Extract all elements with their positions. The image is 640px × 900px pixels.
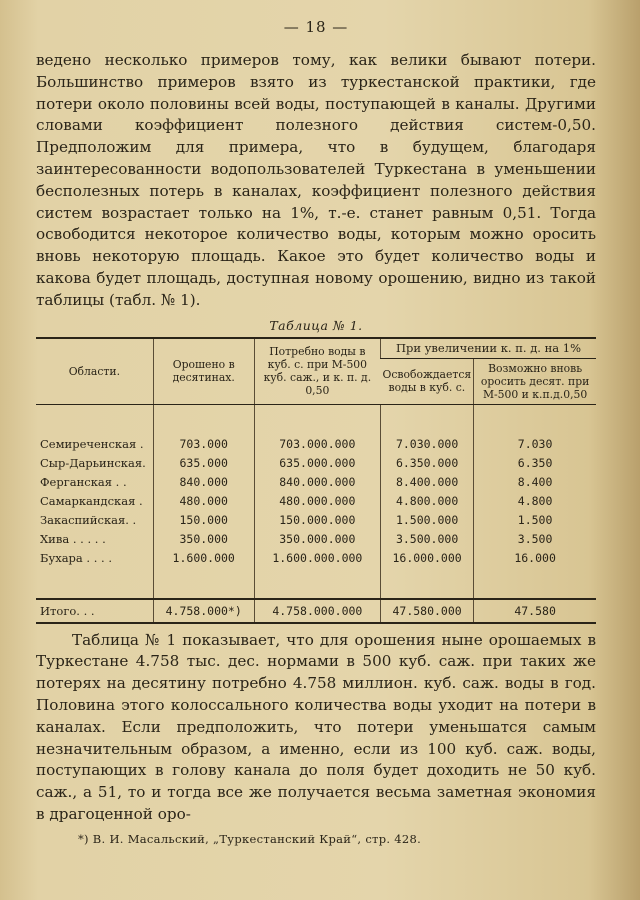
paragraph-intro: ведено несколько примеров тому, как велики бывают потери. Большинство примеров взято из туркестанской практики, где потери около половины всей воды, поступающей в каналы. Другими словами коэффициент полезного действия систем-0,50. Предположим для примера, что в будущем, благодаря заинтересованности водопользователей Туркестана в уменьшении бесполезных потерь в каналах, коэффициент полезного действия систем возрастает только на 1%, т.-е. станет равным 0,51. Тогда освободится некоторое количество воды, которым можно оросить вновь некоторую площадь. Какое это будет количество воды и какова будет площадь, доступная новому орошению, видно из такой таблицы (табл. № 1).	[36, 51, 596, 309]
header-new-area: Возможно вновь оросить десят. при М-500 и к.п.д.0,50	[474, 358, 596, 404]
cell-new-area: 16.000	[474, 549, 596, 568]
cell-water-released: 4.800.000	[380, 492, 473, 511]
header-water-released: Освобождается воды в куб. с.	[380, 358, 473, 404]
table-row	[36, 530, 596, 549]
cell-water-needed: 703.000.000	[254, 435, 380, 454]
cell-water-needed: 480.000.000	[254, 492, 380, 511]
cell-water-released: 7.030.000	[380, 435, 473, 454]
header-region: Области.	[36, 338, 153, 405]
cell-water-released: 3.500.000	[380, 530, 473, 549]
cell-new-area: 8.400	[474, 473, 596, 492]
header-group: При увеличении к. п. д. на 1%	[380, 338, 596, 359]
total-irrigated: 4.758.000*)	[153, 599, 254, 623]
cell-region: Самаркандская .	[40, 494, 143, 509]
cell-water-released: 1.500.000	[380, 511, 473, 530]
table-row	[36, 549, 596, 568]
cell-region: Хива . . . . .	[40, 532, 106, 547]
cell-irrigated: 703.000	[153, 435, 254, 454]
cell-new-area: 3.500	[474, 530, 596, 549]
table-row	[36, 435, 596, 454]
cell-irrigated: 480.000	[153, 492, 254, 511]
cell-irrigated: 150.000	[153, 511, 254, 530]
table-row	[36, 454, 596, 473]
page-number: — 18 —	[283, 18, 349, 36]
irrigation-table	[36, 337, 596, 624]
cell-region: Бухара . . . .	[40, 551, 113, 566]
cell-region: Семиреченская .	[40, 437, 144, 452]
table-spacer	[36, 404, 596, 435]
cell-water-needed: 150.000.000	[254, 511, 380, 530]
header-water-needed: Потребно воды в куб. с. при М-500 куб. саж., и к. п. д. 0,50	[254, 338, 380, 405]
table-row	[36, 511, 596, 530]
cell-new-area: 7.030	[474, 435, 596, 454]
cell-irrigated: 840.000	[153, 473, 254, 492]
cell-water-needed: 350.000.000	[254, 530, 380, 549]
table-spacer	[36, 568, 596, 599]
paragraph-analysis: Таблица № 1 показывает, что для орошения ныне орошаемых в Туркестане 4.758 тыс. дес. нормами в 500 куб. саж. при таких же потерях на десятину потребно 4.758 миллион. куб. саж. воды в год. Половина этого колоссального количества воды уходит на потери в каналах. Если предположить, что потери уменьшатся самым незначительным образом, а именно, если из 100 куб. саж. воды, поступающих в голову канала до поля будет доходить не 50 куб. саж., а 51, то и тогда все же получается весьма заметная экономия в драгоценной оро-	[36, 630, 596, 823]
table-row	[36, 492, 596, 511]
cell-water-needed: 635.000.000	[254, 454, 380, 473]
header-irrigated: Орошено в десятинах.	[153, 338, 254, 405]
footnote: *) В. И. Масальский, „Туркестанский Край“, стр. 428.	[78, 831, 422, 846]
cell-water-released: 8.400.000	[380, 473, 473, 492]
total-water-released: 47.580.000	[380, 599, 473, 623]
cell-water-needed: 840.000.000	[254, 473, 380, 492]
table-total-row	[36, 599, 596, 623]
cell-irrigated: 1.600.000	[153, 549, 254, 568]
cell-water-needed: 1.600.000.000	[254, 549, 380, 568]
cell-water-released: 6.350.000	[380, 454, 473, 473]
cell-new-area: 1.500	[474, 511, 596, 530]
cell-irrigated: 635.000	[153, 454, 254, 473]
total-water-needed: 4.758.000.000	[254, 599, 380, 623]
total-new-area: 47.580	[474, 599, 596, 623]
cell-water-released: 16.000.000	[380, 549, 473, 568]
table-row	[36, 473, 596, 492]
cell-region: Закаспийская. .	[40, 513, 137, 528]
cell-new-area: 4.800	[474, 492, 596, 511]
total-label: Итого. . .	[36, 599, 153, 623]
table-caption: Таблица № 1.	[269, 317, 363, 333]
cell-new-area: 6.350	[474, 454, 596, 473]
cell-region: Ферганская . .	[40, 475, 127, 490]
cell-irrigated: 350.000	[153, 530, 254, 549]
cell-region: Сыр-Дарьинская.	[40, 456, 146, 471]
